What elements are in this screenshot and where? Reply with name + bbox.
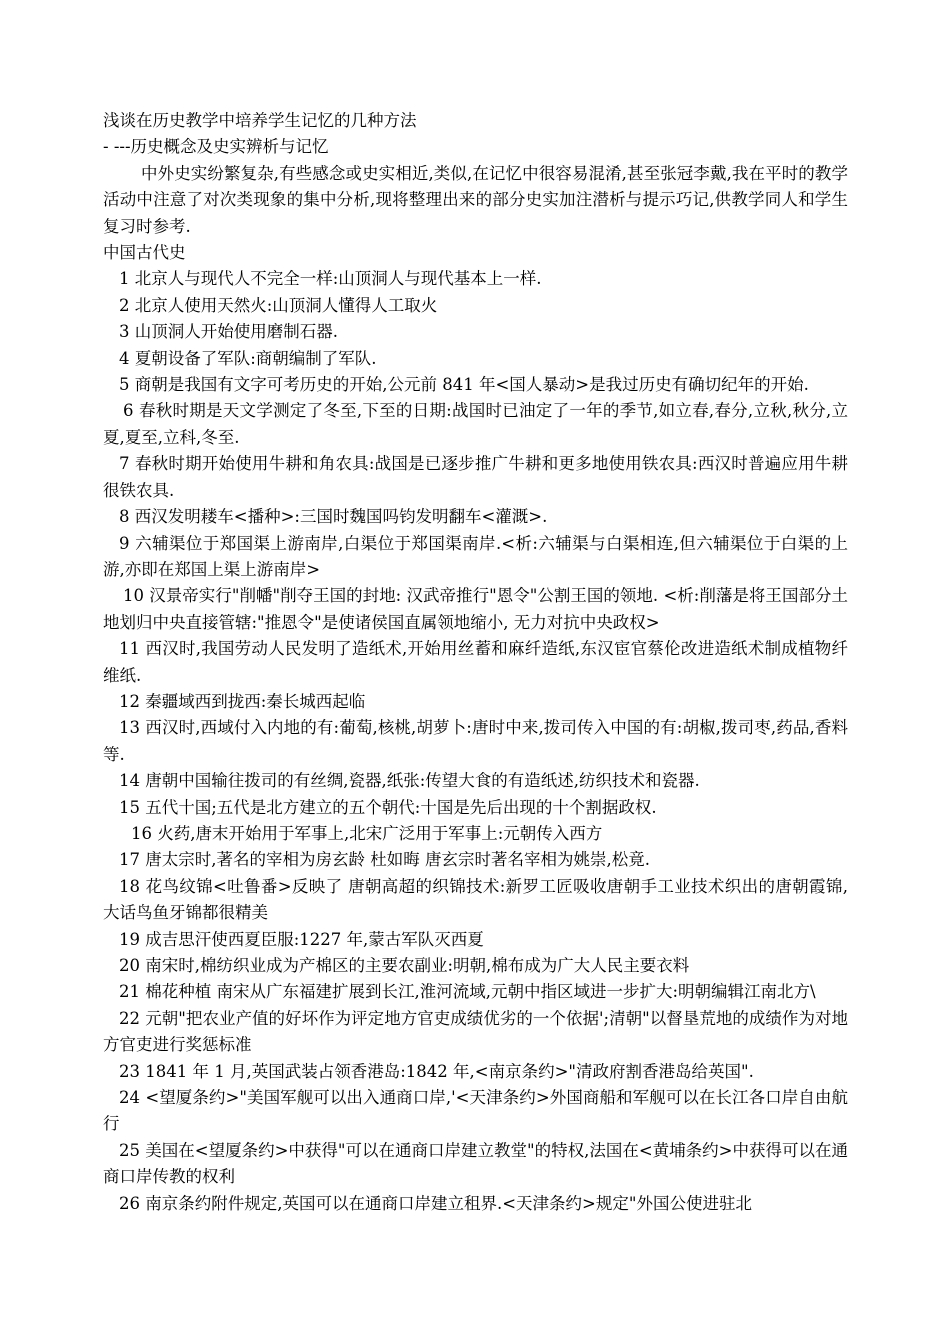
section-heading: 中国古代史 <box>103 243 186 263</box>
intro-paragraph: 中外史实纷繁复杂,有些感念或史实相近,类似,在记忆中很容易混淆,甚至张冠李戴,我在平时的教学活动中注意了对次类现象的集中分析,现将整理出来的部分史实加注潜析与提示巧记,供教学同人和学生复习时参考. <box>103 163 848 236</box>
list-item: 6 春秋时期是天文学测定了冬至,下至的日期:战国时已油定了一年的季节,如立春,春分,立秋,秋分,立夏,夏至,立科,冬至. <box>103 401 848 447</box>
list-item: 17 唐太宗时,著名的宰相为房玄龄 杜如晦 唐玄宗时著名宰相为姚崇,松竟. <box>119 850 650 870</box>
document-title: 浅谈在历史教学中培养学生记忆的几种方法 <box>103 111 417 130</box>
list-item: 15 五代十国;五代是北方建立的五个朝代:十国是先后出现的十个割据政权. <box>119 797 657 817</box>
list-item: 10 汉景帝实行"削幡"削夺王国的封地: 汉武帝推行"恩令"公割王国的领地. <析:削藩是将王国部分土地划归中央直接管辖:"推恩令"是使诸侯国直属领地缩小, 无力对抗中央政权> <box>103 586 848 632</box>
list-item: 2 北京人使用天然火:山顶洞人懂得人工取火 <box>119 295 438 315</box>
list-item: 4 夏朝设备了军队:商朝编制了军队. <box>119 348 377 368</box>
document-page <box>103 108 848 1217</box>
list-item: 26 南京条约附件规定,英国可以在通商口岸建立租界.<天津条约>规定"外国公使进驻北 <box>119 1193 752 1213</box>
list-item: 7 春秋时期开始使用牛耕和角农具:战国是已逐步推广牛耕和更多地使用铁农具:西汉时普遍应用牛耕很铁农具. <box>103 454 848 500</box>
list-item: 18 花鸟纹锦<吐鲁番>反映了 唐朝高超的织锦技术:新罗工匠吸收唐朝手工业技术织出的唐朝霞锦,大话鸟鱼牙锦都很精美 <box>103 876 848 923</box>
list-item: 1 北京人与现代人不完全一样:山顶洞人与现代基本上一样. <box>119 269 542 289</box>
list-item: 14 唐朝中国输往拨司的有丝绸,瓷器,纸张:传望大食的有造纸述,纺织技术和瓷器. <box>119 771 700 791</box>
list-item: 19 成吉思汗使西夏臣服:1227 年,蒙古军队灭西夏 <box>119 929 484 949</box>
list-item: 24 <望厦条约>"美国军舰可以出入通商口岸,'<天津条约>外国商船和军舰可以在长江各口岸自由航行 <box>103 1088 848 1134</box>
list-item: 8 西汉发明耧车<播种>:三国时魏国吗钧发明翻车<灌溉>. <box>119 507 548 527</box>
document-subtitle: - ---历史概念及史实辨析与记忆 <box>103 137 329 157</box>
list-item: 20 南宋时,棉纺织业成为产棉区的主要农副业:明朝,棉布成为广大人民主要衣料 <box>119 956 690 975</box>
list-item: 21 棉花种植 南宋从广东福建扩展到长江,淮河流域,元朝中指区域进一步扩大:明朝编辑江南北方\ <box>119 982 816 1002</box>
list-item: 13 西汉时,西域付入内地的有:葡萄,核桃,胡萝卜:唐时中来,拨司传入中国的有:胡椒,拨司枣,药品,香料等. <box>103 718 848 764</box>
list-item: 12 秦疆域西到拢西:秦长城西起临 <box>119 691 366 711</box>
list-item: 11 西汉时,我国劳动人民发明了造纸术,开始用丝蓄和麻纤造纸,东汉宦官蔡伦改进造纸术制成植物纤维纸. <box>103 639 848 685</box>
list-item: 25 美国在<望厦条约>中获得"可以在通商口岸建立教堂"的特权,法国在<黄埔条约>中获得可以在通商口岸传教的权利 <box>103 1140 848 1187</box>
list-item: 16 火药,唐末开始用于军事上,北宋广泛用于军事上:元朝传入西方 <box>131 823 603 843</box>
list-item: 3 山顶洞人开始使用磨制石器. <box>119 322 338 342</box>
list-item: 5 商朝是我国有文字可考历史的开始,公元前 841 年<国人暴动>是我过历史有确切纪年的开始. <box>119 375 809 395</box>
list-item: 23 1841 年 1 月,英国武装占领香港岛:1842 年,<南京条约>"清政府割香港岛给英国". <box>119 1061 754 1081</box>
list-item: 9 六辅渠位于郑国渠上游南岸,白渠位于郑国渠南岸.<析:六辅渠与白渠相连,但六辅渠位于白渠的上游,亦即在郑国上渠上游南岸> <box>103 533 848 579</box>
list-item: 22 元朝"把农业产值的好坏作为评定地方官吏成绩优劣的一个依据';清朝"以督垦荒地的成绩作为对地方官吏进行奖惩标准 <box>103 1008 848 1055</box>
